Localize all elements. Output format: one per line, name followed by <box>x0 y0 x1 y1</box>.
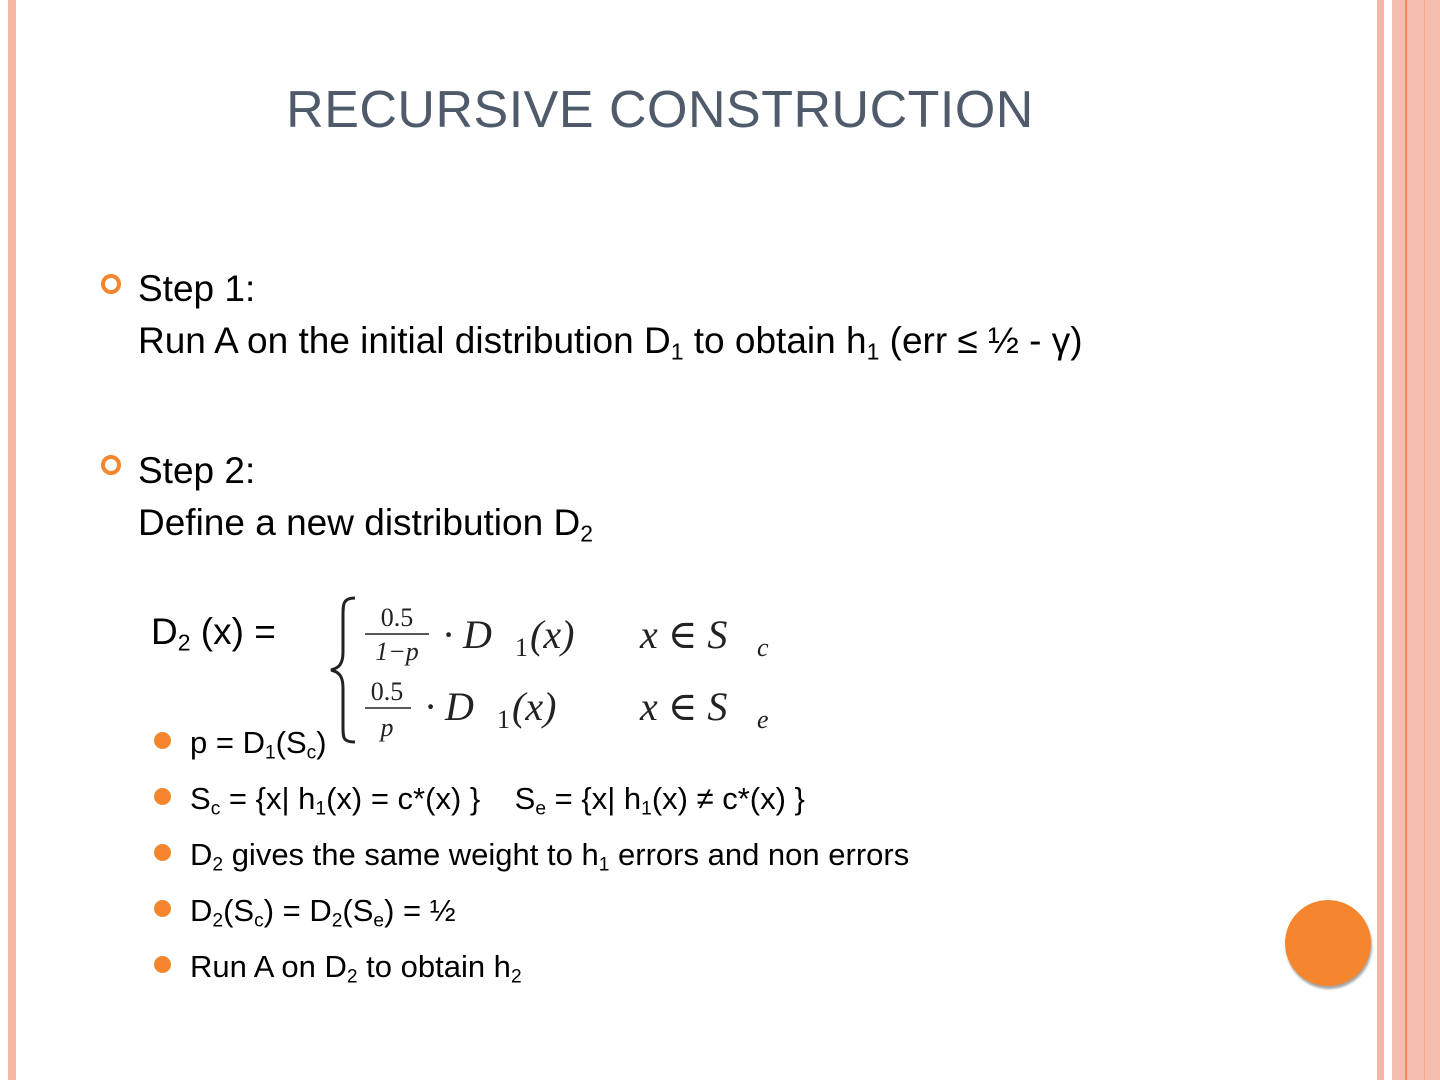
right-border-inner <box>1377 0 1384 1080</box>
dot-bullet-icon <box>154 844 171 861</box>
row2-term-sub: 1 <box>497 705 510 734</box>
list-item: $S_c = \{x|$ $h_1(x) = c*(x)$ } $S_e = \{x|$ $h_1(x) \ne c*(x)$ } <box>190 781 805 820</box>
list-item: $D_2$ gives the same weight to $h_1$ errors and non errors <box>190 837 910 876</box>
row2-term: · D <box>425 684 474 729</box>
row1-denominator: 1−p <box>375 637 419 666</box>
step1-heading: Step 1: <box>138 268 256 309</box>
ring-bullet-icon <box>101 455 121 475</box>
slide-title: RECURSIVE CONSTRUCTION <box>286 81 1034 139</box>
right-border-line <box>1405 0 1407 1080</box>
list-item: Run A on $D_2$ to obtain $h_2$ <box>190 949 522 988</box>
left-border <box>8 0 16 1080</box>
row2-numerator: 0.5 <box>370 677 404 706</box>
formula-lhs: $D_2$ (x) = <box>151 611 276 656</box>
dot-bullet-icon <box>154 732 171 749</box>
row1-term: · D <box>443 612 492 657</box>
right-border-thin-line <box>1424 0 1425 1080</box>
row1-term-sub: 1 <box>515 633 528 662</box>
right-border-band <box>1392 0 1440 1080</box>
step2-heading: Step 2: <box>138 450 256 491</box>
row1-condition-sub: c <box>757 633 769 662</box>
list-item: $p = D_1(S_c)$ <box>190 725 327 764</box>
row2-condition: x ∈ S <box>640 684 728 729</box>
curly-brace-icon <box>331 598 355 742</box>
list-item: $D_2(S_c) = D_2(S_e)$ = ½ <box>190 893 456 932</box>
step2-text: Define a new distribution $D_2$ <box>138 502 593 547</box>
ring-bullet-icon <box>101 274 121 294</box>
row2-arg: (x) <box>512 684 557 729</box>
dot-bullet-icon <box>154 900 171 917</box>
row2-denominator: p <box>380 713 394 742</box>
row1-numerator: 0.5 <box>380 603 414 632</box>
step1-text: Run A on the initial distribution $D_1$ to obtain $h_1$ (err ≤ ½ - γ) <box>138 320 1083 365</box>
dot-bullet-icon <box>154 956 171 973</box>
row1-arg: (x) <box>530 612 575 657</box>
decorative-circle <box>1285 900 1371 986</box>
piecewise-formula <box>325 590 795 750</box>
dot-bullet-icon <box>154 788 171 805</box>
row2-condition-sub: e <box>757 705 769 734</box>
row1-condition: x ∈ S <box>640 612 728 657</box>
